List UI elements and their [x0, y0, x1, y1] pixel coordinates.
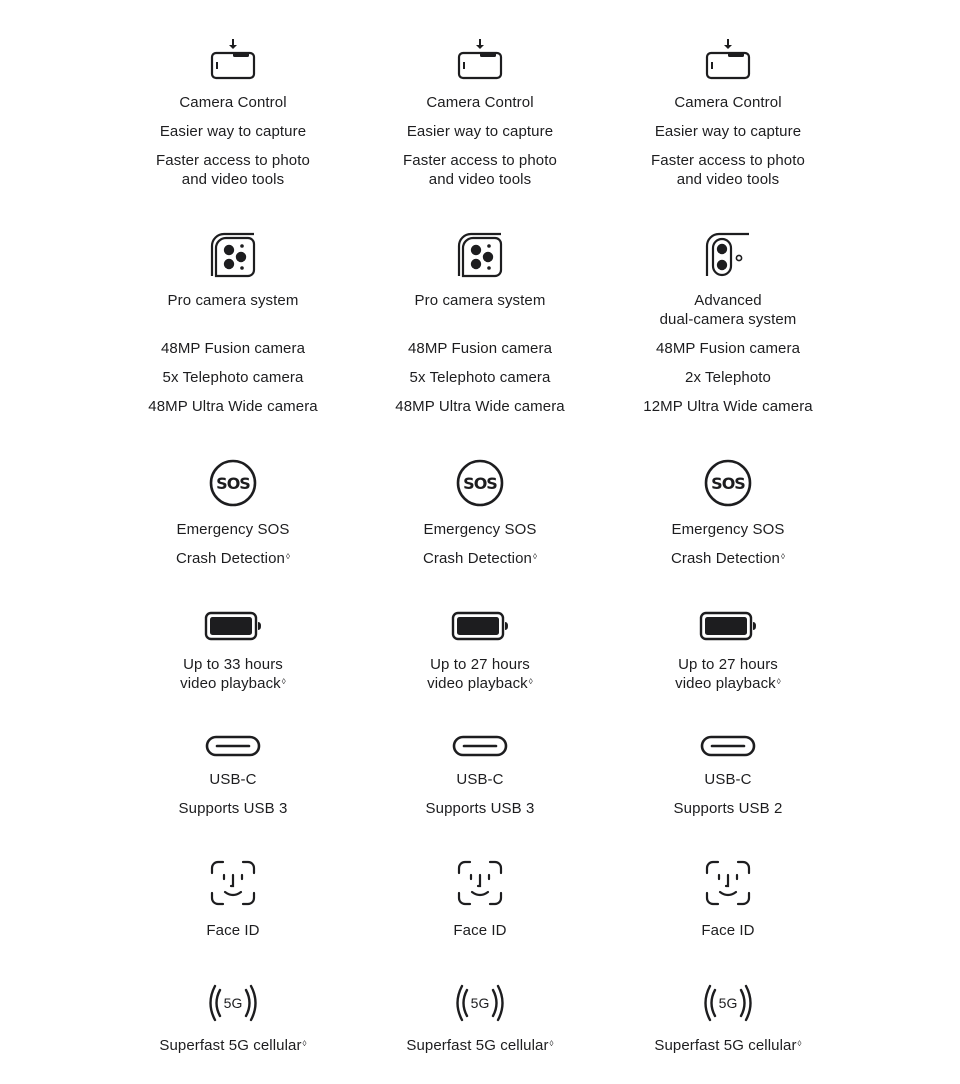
usb-type-label: USB-C	[704, 771, 752, 788]
camera-spec-ultra-wide: 12MP Ultra Wide camera	[643, 398, 813, 415]
battery-life-label	[608, 655, 848, 693]
usb-c-port-icon	[452, 735, 508, 757]
emergency-sos-label: Emergency SOS	[176, 521, 290, 538]
camera-system-title-line-2: dual-camera system	[659, 311, 797, 328]
usb-c-port-icon	[700, 735, 756, 757]
svg-text:SOS: SOS	[711, 474, 745, 493]
camera-control-detail-line-1: Faster access to photo	[156, 152, 310, 169]
footnote-mark: ◊	[797, 1039, 802, 1048]
camera-control-title: Camera Control	[426, 94, 534, 111]
camera-control-detail-line-1: Faster access to photo	[403, 152, 557, 169]
crash-detection-label	[113, 549, 353, 568]
crash-detection-label	[360, 549, 600, 568]
sos-icon	[456, 459, 504, 507]
triple-camera-icon	[210, 232, 256, 278]
svg-text:5G: 5G	[223, 995, 243, 1011]
camera-system-title	[113, 291, 353, 310]
face-id-label: Face ID	[453, 922, 507, 939]
usb-speed-label: Supports USB 3	[178, 800, 288, 817]
face-id-icon	[705, 860, 751, 906]
battery-activity: video playback◊	[675, 675, 781, 692]
triple-camera-icon	[457, 232, 503, 278]
footnote-mark: ◊	[781, 552, 786, 561]
svg-text:SOS: SOS	[216, 474, 250, 493]
camera-control-detail	[360, 151, 600, 189]
footnote-mark: ◊	[549, 1039, 554, 1048]
camera-control-icon	[210, 38, 256, 80]
sos-icon	[704, 459, 752, 507]
battery-hours: Up to 27 hours	[430, 656, 530, 673]
camera-control-icon	[457, 38, 503, 80]
crash-detection-label	[608, 549, 848, 568]
camera-spec-main: 48MP Fusion camera	[655, 340, 801, 357]
camera-control-detail-line-2: and video tools	[676, 171, 780, 188]
camera-control-benefit: Easier way to capture	[159, 123, 307, 140]
face-id-label: Face ID	[206, 922, 260, 939]
camera-control-detail	[608, 151, 848, 189]
footnote-mark: ◊	[281, 677, 286, 686]
camera-system-title	[360, 291, 600, 310]
battery-activity: video playback◊	[180, 675, 286, 692]
footnote-mark: ◊	[528, 677, 533, 686]
cellular-text: Superfast 5G cellular	[159, 1037, 302, 1054]
battery-icon	[451, 611, 509, 641]
5g-signal-icon	[451, 981, 509, 1025]
model-column-3	[608, 0, 848, 1084]
face-id-icon	[457, 860, 503, 906]
footnote-mark: ◊	[286, 552, 291, 561]
camera-control-detail	[113, 151, 353, 189]
camera-spec-ultra-wide: 48MP Ultra Wide camera	[395, 398, 565, 415]
cellular-text: Superfast 5G cellular	[406, 1037, 549, 1054]
battery-icon	[204, 611, 262, 641]
camera-control-icon	[705, 38, 751, 80]
camera-system-title	[608, 291, 848, 329]
battery-life-label	[113, 655, 353, 693]
cellular-label	[608, 1036, 848, 1055]
usb-type-label: USB-C	[456, 771, 504, 788]
camera-control-detail-line-2: and video tools	[181, 171, 285, 188]
camera-spec-telephoto: 5x Telephoto camera	[409, 369, 551, 386]
camera-spec-main: 48MP Fusion camera	[407, 340, 553, 357]
camera-control-benefit: Easier way to capture	[406, 123, 554, 140]
camera-spec-telephoto: 5x Telephoto camera	[162, 369, 304, 386]
battery-hours: Up to 33 hours	[183, 656, 283, 673]
svg-text:5G: 5G	[470, 995, 490, 1011]
svg-text:SOS: SOS	[463, 474, 497, 493]
camera-control-title: Camera Control	[179, 94, 287, 111]
camera-spec-main: 48MP Fusion camera	[160, 340, 306, 357]
usb-speed-label: Supports USB 2	[673, 800, 783, 817]
camera-system-title-line-1: Pro camera system	[414, 292, 546, 309]
cellular-text: Superfast 5G cellular	[654, 1037, 797, 1054]
sos-icon	[209, 459, 257, 507]
battery-icon	[699, 611, 757, 641]
crash-detection-text: Crash Detection	[422, 550, 532, 567]
battery-activity: video playback◊	[427, 675, 533, 692]
svg-text:5G: 5G	[718, 995, 738, 1011]
model-column-2	[360, 0, 600, 1084]
emergency-sos-label: Emergency SOS	[423, 521, 537, 538]
usb-type-label: USB-C	[209, 771, 257, 788]
camera-spec-telephoto: 2x Telephoto	[685, 369, 771, 386]
footnote-mark: ◊	[533, 552, 538, 561]
camera-control-detail-line-2: and video tools	[428, 171, 532, 188]
camera-system-title-line-1: Advanced	[694, 292, 762, 309]
footnote-mark: ◊	[776, 677, 781, 686]
model-column-1	[113, 0, 353, 1084]
crash-detection-text: Crash Detection	[175, 550, 285, 567]
5g-signal-icon	[204, 981, 262, 1025]
face-id-label: Face ID	[701, 922, 755, 939]
usb-c-port-icon	[205, 735, 261, 757]
camera-system-title-line-1: Pro camera system	[167, 292, 299, 309]
camera-control-title: Camera Control	[674, 94, 782, 111]
dual-camera-icon	[705, 232, 751, 278]
cellular-label	[113, 1036, 353, 1055]
usb-speed-label: Supports USB 3	[425, 800, 535, 817]
5g-signal-icon	[699, 981, 757, 1025]
emergency-sos-label: Emergency SOS	[671, 521, 785, 538]
battery-life-label	[360, 655, 600, 693]
cellular-label	[360, 1036, 600, 1055]
face-id-icon	[210, 860, 256, 906]
battery-hours: Up to 27 hours	[678, 656, 778, 673]
camera-control-detail-line-1: Faster access to photo	[651, 152, 805, 169]
camera-control-benefit: Easier way to capture	[654, 123, 802, 140]
crash-detection-text: Crash Detection	[670, 550, 780, 567]
camera-spec-ultra-wide: 48MP Ultra Wide camera	[148, 398, 318, 415]
footnote-mark: ◊	[302, 1039, 307, 1048]
